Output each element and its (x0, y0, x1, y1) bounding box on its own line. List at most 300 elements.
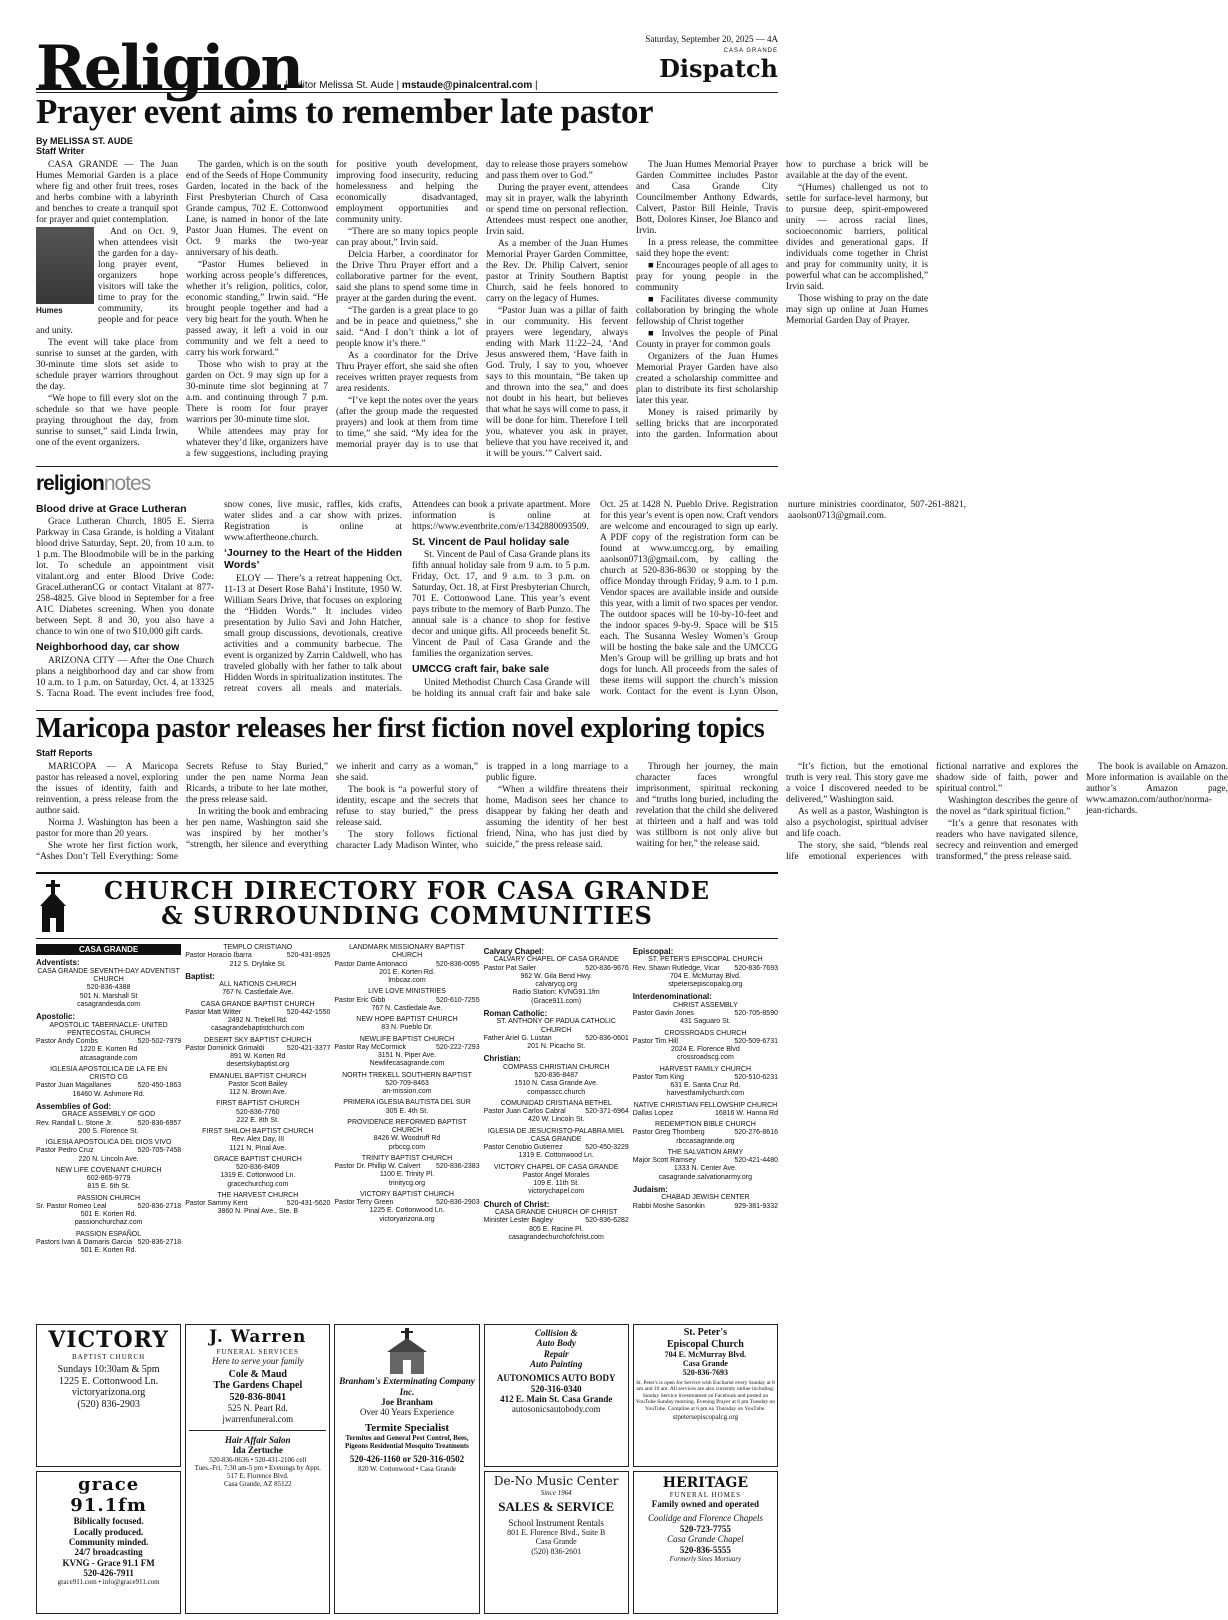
section-rule (36, 88, 286, 90)
termite-spec: Termite Specialist (364, 1421, 450, 1434)
pastor-name: Rev. Shawn Rutledge, Vicar (632, 964, 720, 972)
church-detail: casagrandesda.com (77, 1000, 141, 1008)
pastor-name: Pastor Juan Carlos Cabral (483, 1108, 566, 1116)
salon-hours: Tues.-Fri. 7:30 am-5 pm • Evenings by Appt. (194, 1463, 321, 1472)
stpeter-l1: St. Peter's (683, 1327, 728, 1338)
pastor-name: Pastor Juan Magallanes (36, 1082, 112, 1090)
church-name: ST. ANTHONY OF PADUA CATHOLIC CHURCH (496, 1018, 616, 1034)
lead-paragraph: CASA GRANDE — The Juan Humes Memorial Garden is a place where fig and other fruit trees, roses and herbs combine with a labyrinth and benches to create a tranquil spot for prayer and quiet contemplation. (36, 160, 178, 225)
church-detail: 2024 E. Florence Blvd (670, 1046, 740, 1054)
lead-paragraph: “Pastor Humes believed in working across people’s differences, whether it’s religion, politics, color, economic standing,” Irwin said. “He brought people together and had a very big heart for the youth. When he passed away, it left a void in our community and we felt a need to carry his work forward.” (186, 260, 328, 358)
directory-entry (36, 1139, 181, 1164)
church-detail: victoryarizona.org (379, 1215, 435, 1223)
directory-entry (484, 1128, 629, 1161)
pastor-row (484, 1108, 629, 1116)
pastor-name: Pastor Eric Gibb (334, 996, 386, 1004)
music-name: De-No Music Center (493, 1474, 619, 1488)
second-body (36, 762, 1228, 866)
pastor-phone: 520-836-7693 (734, 964, 778, 972)
pastor-phone: 520-502-7979 (137, 1038, 182, 1046)
music-l3: Casa Grande (535, 1537, 577, 1547)
pastor-row (633, 1038, 778, 1046)
humes-photo (36, 227, 94, 315)
church-detail: gracechurchcg.com (227, 1180, 289, 1188)
pastor-row (633, 1129, 778, 1137)
auto-web: autosonicsautobody.com (511, 1404, 601, 1415)
directory-entry (484, 1209, 629, 1242)
directory-entry (185, 1100, 330, 1125)
termite-addr: 820 W. Cottonwood • Casa Grande (357, 1464, 457, 1473)
church-detail: harvestfamilychurch.com (666, 1090, 745, 1098)
directory-entry (633, 1066, 778, 1099)
flag-small: CASA GRANDE (723, 48, 778, 54)
pastor-row (633, 965, 778, 973)
lead-byline (36, 136, 133, 157)
heritage-sub: FUNERAL HOMES (669, 1491, 742, 1500)
church-detail: 602-865-9779 (86, 1175, 131, 1182)
church-detail: crossroadscg.com (676, 1054, 734, 1062)
termite-owner: Joe Branham (381, 1397, 433, 1408)
ads-grid (36, 1324, 778, 1614)
lead-paragraph: “Pastor Juan was a pillar of faith in our community. His fervent prayers were legendary, always ending with Mark 11:22–24, ‘And Jesus answered them, ‘Have faith in God. Truly, I say to you, whoever says to this mountain, “Be taken up and thrown into the sea,” and does not doubt in his heart, but believes that what he says will come to pass, it will be done for him. Therefore I tell you, whatever you ask in prayer, believe that you have received it, and it will be yours.’” Calvert said. (486, 306, 628, 459)
pastor-phone: 520-836-0601 (585, 1034, 629, 1042)
pastor-phone: 520-836-6957 (137, 1119, 182, 1127)
pastor-name: Father Ariel G. Lustan (483, 1034, 552, 1042)
church-name: CHRIST ASSEMBLY (673, 1001, 738, 1009)
issue-date: Saturday, September 20, 2025 — 4A (645, 34, 778, 44)
church-name: PROVIDENCE REFORMED BAPTIST CHURCH (347, 1118, 467, 1134)
church-name: FIRST BAPTIST CHURCH (216, 1100, 300, 1108)
church-name: NEW HOPE BAPTIST CHURCH (356, 1016, 458, 1023)
music-l4: (520) 836-2601 (531, 1546, 582, 1556)
heritage-l5: Formerly Sines Mortuary (669, 1554, 742, 1563)
church-name: VICTORY BAPTIST CHURCH (359, 1190, 454, 1198)
lead-paragraph: As a coordinator for the Drive Thru Prayer effort, she said she often receives written prayer requests from area residents. (336, 351, 478, 394)
church-name: CROSSROADS CHURCH (664, 1029, 747, 1037)
pastor-phone: 520-705-7458 (137, 1147, 182, 1155)
lead-paragraph: The garden, which is on the south end of the Seeds of Hope Community Garden, located in the back of the First Presbyterian Church of Casa Grande campus, 702 E. Cottonwood Lane, is named in honor of the late Pastor Juan Humes. The event on Oct. 9 marks the two-year anniversary of his death. (186, 160, 328, 258)
church-detail: 767 N. Castledale Ave. (371, 1004, 443, 1012)
church-detail: prbccg.com (388, 1143, 426, 1151)
pastor-name: Pastor Dr. Phillip W. Calvert (334, 1163, 421, 1170)
church-name: IGLESIA APOSTOLICA DE LA FE EN CRISTO CG (50, 1065, 168, 1082)
editor-sep: | (535, 80, 538, 91)
church-detail: 200 S. Florence St. (78, 1127, 139, 1135)
directory-category: Baptist: (185, 971, 215, 981)
lead-paragraph: “(Humes) challenged us not to settle for surface-level harmony, but to pursue deep, spirit-empowered unity — across racial lines, socioeconomic barriers, political divides and generational gaps. If individuals come together in Christ and pray for community unity, it is powerful what can be accomplished,” Irvin said. (786, 183, 928, 292)
church-name: HARVEST FAMILY CHURCH (659, 1065, 752, 1073)
salon-owner: Ida Zertuche (232, 1445, 283, 1456)
stpeter-l5: 520-836-7693 (682, 1368, 729, 1378)
music-since: Since 1964 (540, 1488, 572, 1497)
church-detail: 501 N. Marshall St (79, 992, 138, 1000)
church-detail: trinitycg.org (388, 1179, 426, 1187)
church-name: TRINITY BAPTIST CHURCH (361, 1154, 453, 1162)
pastor-phone: 520-510-6231 (734, 1073, 778, 1081)
directory-rule (36, 872, 778, 874)
lead-paragraph: During the prayer event, attendees may sit in prayer, walk the labyrinth or spend time on personal reflection. Attendees must respect one another, Irvin said. (486, 183, 628, 237)
directory-category: Interdenominational: (632, 992, 712, 1002)
church-detail: 962 W. Gila Bend Hwy. (520, 972, 592, 980)
second-paragraph: Through her journey, the main character faces wrongful imprisonment, spiritual reckoning and “truths long buried, including the revelation that the child she delivered at thirteen and a half and was told was stillborn is not only alive but waiting for her,” the release said. (636, 762, 778, 849)
directory-title (36, 876, 778, 931)
auto-l3: Repair (543, 1348, 569, 1359)
church-detail: compasscc.church (527, 1088, 586, 1096)
church-detail: 1319 E. Cottonwood Ln. (518, 1152, 594, 1160)
notes-rule (36, 466, 778, 467)
church-detail: 220 N. Lincoln Ave. (78, 1155, 139, 1163)
church-detail: atcasagrande.com (79, 1054, 138, 1062)
second-paragraph: Norma J. Washington has been a pastor for more than 20 years. (36, 818, 178, 839)
church-detail: 83 N. Pueblo Dr. (381, 1024, 433, 1032)
church-name: LIVE LOVE MINISTRIES (368, 988, 446, 996)
directory-category: Church of Christ: (483, 1199, 550, 1209)
pastor-row (334, 1163, 479, 1171)
pastor-phone: 520-431-5620 (286, 1200, 331, 1208)
church-detail: an-mission.com (382, 1088, 432, 1095)
auto-l2: Auto Body (536, 1338, 576, 1349)
second-paragraph: As well as a pastor, Washington is also a psychologist, spiritual adviser and life coach. (786, 807, 928, 839)
pastor-phone: 520-421-3377 (286, 1044, 331, 1052)
lead-paragraph: Those who wish to pray at the garden on Oct. 9 may sign up for a 30-minute time slot beginning at 7 a.m. and continuing through 7 p.m. There is room for four prayer warriors per 30-minute time slot. (186, 360, 328, 425)
church-detail: 704 E. McMurray Blvd. (669, 972, 741, 980)
directory-entry (484, 956, 629, 1006)
music-l1: School Instrument Rentals (508, 1517, 604, 1528)
pastor-phone: 520-836-2383 (436, 1163, 480, 1170)
directory-entry (36, 1066, 181, 1099)
church-detail: victorychapel.com (528, 1188, 585, 1196)
dispatch-flag (659, 48, 778, 83)
lead-paragraph: Delcia Harber, a coordinator for the Drive Thru Prayer effort and a collaborative partner for the event, said she plans to spend some time in prayer at the garden during the event. (336, 250, 478, 304)
directory-category: Calvary Chapel: (483, 947, 545, 956)
lead-paragraph: As a member of the Juan Humes Memorial Prayer Garden Committee, the Rev. Dr. Philip Calvert, senior pastor at Trinity Southern Baptist Church, said he feels honored to carry on the legacy of Humes. (486, 239, 628, 304)
church-name: LANDMARK MISSIONARY BAPTIST CHURCH (349, 944, 465, 960)
termite-name: Branham's Exterminating Company Inc. (339, 1376, 475, 1397)
ad-victory[interactable] (36, 1324, 181, 1467)
church-name: FIRST SHILOH BAPTIST CHURCH (202, 1128, 314, 1136)
lead-paragraph: ■ Involves the people of Pinal County in prayer for common goals (636, 329, 778, 350)
auto-phone: 520-316-0340 (530, 1383, 582, 1394)
church-detail: calvarycg.org (535, 981, 578, 989)
pastor-name: Pastor Tim Hill (632, 1037, 678, 1045)
salon-name: Hair Affair Salon (225, 1435, 291, 1446)
directory-column (484, 944, 629, 1258)
pastor-phone: 16816 W. Hanna Rd (714, 1109, 778, 1117)
pastor-row (484, 1217, 629, 1225)
church-name: CASA GRANDE BAPTIST CHURCH (200, 1000, 315, 1008)
church-detail: (Grace911.com) (531, 997, 582, 1005)
pastor-row (633, 1203, 778, 1211)
pastor-name: Pastor Dante Antonacci (334, 960, 408, 968)
church-name: COMUNIDAD CRISTIANA BETHEL (500, 1099, 612, 1107)
heritage-l1: Coolidge and Florence Chapels (647, 1513, 763, 1524)
directory-entry (334, 1119, 479, 1152)
pastor-row (185, 1009, 330, 1017)
church-detail: 222 E. 8th St. (236, 1116, 279, 1124)
pastor-name: Rev. Randall L. Stone Jr. (36, 1119, 113, 1127)
church-detail: 520-709-8463 (385, 1079, 429, 1087)
pastor-name: Rabbi Moshe Sasonkin (632, 1202, 705, 1210)
second-paragraph: She wrote her first fiction work, “Ashes Don’t Tell Everything: Some Secrets Refuse to Stay Buried,” under the pen name Norma Jean Ricards, a tribute to her late mother, the press release said. (36, 762, 328, 862)
stpeter-l2: Episcopal Church (666, 1338, 744, 1350)
ad-grace[interactable] (36, 1471, 181, 1614)
directory-entry (185, 944, 330, 969)
notes-body (36, 500, 966, 705)
second-paragraph: “When a wildfire threatens their home, Madison sees her chance to disappear by faking her death and assuming the identity of her best friend, Nina, who has just died by suicide,” the press release said. (486, 785, 628, 850)
ad-termite[interactable] (334, 1324, 479, 1614)
church-detail: 16460 W. Ashmore Rd. (72, 1090, 145, 1098)
termite-phone: 520-426-1160 or 520-316-0502 (349, 1454, 465, 1465)
church-name: NATIVE CHRISTIAN FELLOWSHIP CHURCH (633, 1101, 778, 1109)
directory-entry (633, 1002, 778, 1027)
directory-entry (334, 1191, 479, 1224)
note-body: St. Vincent de Paul of Casa Grande plans its fifth annual holiday sale from 9 a.m. to 5 p.m. Friday, Oct. 17, and 9 a.m. to 3 p.m. on Saturday, Oct. 18, at First Presbyterian Church, 701 E. Cottonwood Lane. This year’s event pays tribute to the memory of Barb Punzo. The annual sale is a chance to shop for festive decor and unique gifts. All proceeds benefit St. Vincent de Paul of Casa Grande and the families the organization serves. (412, 550, 590, 660)
lead-paragraph: Money is raised primarily by selling bricks that are incorporated into the garden. Information about how to purchase a brick will be available at the day of the event. (636, 160, 928, 440)
directory-title-2: & SURROUNDING COMMUNITIES (161, 901, 653, 931)
lead-paragraph: The event will take place from sunrise to sunset at the garden, with 30-minute time slots set aside to schedule prayer warriors throughout the day. (36, 338, 178, 392)
note-body: ARIZONA CITY — After the One Church plans a neighborhood day and car show from 10 a.m. to 1 p.m. on Saturday, Oct. 4, at 13325 S. Tacna Road. The event includes free food, snow cones, live music, raffles, kids crafts, water slides and a car show with prizes. Registration is online at www.aftertheone.church. (36, 500, 402, 699)
church-name: COMPASS CHRISTIAN CHURCH (502, 1063, 610, 1071)
lead-paragraph: “The garden is a great place to go and be in peace and quietness,” she said. “And I don’t think a lot of people know it’s there.” (336, 306, 478, 349)
directory-entry (334, 944, 479, 985)
note-body: Grace Lutheran Church, 1805 E. Sierra Parkway in Casa Grande, is holding a Vitalant blood drive Saturday, Sept. 20, from 10 a.m. to 1 p.m. The Bloodmobile will be in the parking lot. To schedule an appointment visit vitalant.org and enter Blood Drive Code: GraceLutheranCG or contact Vitalant at 877-258-4825. Give blood in September for a free A1C Diabetes screening. When you donate between Sept. 8 and 30, you also have a chance to win one of two $10,000 gift cards. (36, 517, 214, 638)
directory-entry (36, 1167, 181, 1192)
directory-entry (185, 1037, 330, 1070)
warren-name: J. Warren (209, 1327, 307, 1347)
pastor-phone: 520-450-3229 (585, 1144, 629, 1152)
pastor-phone: 520-450-1863 (137, 1082, 182, 1090)
directory-column (36, 944, 181, 1258)
church-detail: Pastor Scott Bailey (228, 1080, 288, 1088)
victory-addr: 1225 E. Cottonwood Ln. (59, 1375, 159, 1387)
directory-entry (334, 1155, 479, 1188)
warren-web: jwarrenfuneral.com (222, 1413, 294, 1424)
lead-headline: Prayer event aims to remember late pastor (36, 92, 654, 131)
directory-category: Apostolic: (36, 1012, 76, 1022)
directory-entry (334, 988, 479, 1013)
directory-entry (484, 1100, 629, 1125)
church-detail: 520-836-7760 (235, 1108, 280, 1116)
church-detail: 8426 W. Woodruff Rd (373, 1135, 441, 1143)
victory-sub: BAPTIST CHURCH (71, 1353, 146, 1362)
pastor-name: Minister Lester Bagley (483, 1217, 553, 1225)
directory-entry (36, 1195, 181, 1228)
directory-column (334, 944, 479, 1258)
pastor-name: Pastor Cenobio Gutierrez (483, 1144, 563, 1152)
note-title: Blood drive at Grace Lutheran (36, 503, 187, 515)
pastor-row (633, 1157, 778, 1165)
directory-entry (633, 1030, 778, 1063)
church-name: CHABAD JEWISH CENTER (661, 1194, 750, 1202)
pastor-phone: 520-431-8925 (286, 952, 331, 960)
pastor-row (633, 1074, 778, 1082)
directory-entry (185, 981, 330, 998)
heritage-fam: Family owned and operated (651, 1499, 760, 1510)
auto-l4: Auto Painting (530, 1359, 583, 1370)
church-detail: casagrandebaptistchurch.com (211, 1025, 305, 1033)
directory-title-1: CHURCH DIRECTORY FOR CASA GRANDE (103, 876, 710, 905)
pastor-row (185, 952, 330, 960)
lead-paragraph: And on Oct. 9, when attendees visit the garden for a day-long prayer event, organizers hope visitors will take the time to pray for the community, its people and for peace and unity. (36, 227, 178, 336)
lead-paragraph: “There are so many topics people can pray about,” Irvin said. (336, 227, 478, 248)
church-name: ALL NATIONS CHURCH (219, 981, 297, 989)
pastor-phone: 929-381-9332 (734, 1202, 778, 1210)
directory-entry (185, 1001, 330, 1034)
lead-paragraph: In a press release, the committee said they hope the event: (636, 238, 778, 259)
church-name: CALVARY CHAPEL OF CASA GRANDE (493, 956, 619, 964)
directory-entry (484, 1018, 629, 1051)
church-name: PASSION CHURCH (77, 1194, 141, 1202)
church-detail: casagrande.salvationarmy.org (658, 1173, 753, 1181)
church-name: CASA GRANDE CHURCH OF CHRIST (494, 1209, 618, 1216)
pastor-name: Pastor Terry Green (334, 1199, 394, 1206)
lead-paragraph: “We hope to fill every slot on the schedule so that we have people praying throughout the day, from sunrise to sunset,” said Linda Irwin, one of the event organizers. (36, 394, 178, 448)
church-detail: Pastor Angel Morales (522, 1171, 590, 1179)
pastor-row (36, 1239, 181, 1247)
pastor-row (334, 1044, 479, 1052)
church-detail: 805 E. Racine Pl. (529, 1225, 584, 1233)
second-rule (36, 710, 778, 711)
directory-entry (185, 1156, 330, 1189)
pastor-phone: 520-421-4480 (734, 1157, 778, 1165)
termite-years: Over 40 Years Experience (360, 1407, 454, 1418)
stpeter-l4: Casa Grande (682, 1359, 728, 1369)
directory-entry (484, 1164, 629, 1197)
lead-paragraph: The Juan Humes Memorial Prayer Garden Committee includes Pastor and Casa Grande City Councilmember Anthony Edwards, Calvert, Pastor Bill Heinle, Travis Bott, Dolores Kinser, Joe Blanco and Irvin. (636, 160, 778, 236)
lead-body (36, 160, 928, 460)
directory-entry (633, 1102, 778, 1119)
directory-category: Episcopal: (632, 947, 674, 956)
church-detail: 420 W. Lincoln St. (527, 1116, 585, 1124)
directory-entry (185, 1128, 330, 1153)
directory-box: CASA GRANDE (36, 944, 181, 955)
pastor-row (36, 1147, 181, 1155)
church-detail: 2492 N. Trekell Rd. (227, 1017, 288, 1025)
lead-paragraph: “I’ve kept the notes over the years (after the group made the requested prayers) and look at them from time to time,” she said. “My idea for the memorial prayer day is to use that day to release those prayers somehow and pass them over to God.” (336, 160, 628, 450)
warren-tag: Here to serve your family (211, 1355, 304, 1366)
warren-phone: 520-836-8041 (229, 1391, 287, 1403)
church-detail: passionchurchaz.com (74, 1219, 143, 1227)
pastor-name: Pastor Horacio Ibarra (185, 952, 252, 960)
pastor-row (484, 1144, 629, 1152)
pastor-phone: 520-836-0095 (436, 960, 480, 968)
church-detail: desertskybaptist.org (226, 1061, 290, 1069)
heritage-l4: 520-836-5555 (679, 1544, 731, 1555)
note-title: ‘Journey to the Heart of the Hidden Words’ (224, 547, 402, 572)
church-name: GRACE ASSEMBLY OF GOD (62, 1111, 156, 1119)
second-paragraph: In writing the book and embracing her pen name, Washington said she was inspired by her mother’s “strength, her silence and everything we inherit and carry as a woman,” she said. (186, 762, 478, 850)
ad-heritage[interactable] (633, 1471, 778, 1614)
directory-entry (633, 1194, 778, 1211)
pastor-row (633, 1010, 778, 1018)
ad-stpeter[interactable] (633, 1324, 778, 1467)
pastor-name: Dallas Lopez (632, 1109, 674, 1117)
grace-l4: 24/7 broadcasting (74, 1547, 143, 1558)
pastor-row (185, 1200, 330, 1208)
pastor-row (36, 1203, 181, 1211)
church-detail: 112 N. Brown Ave. (229, 1089, 287, 1097)
directory-entry (185, 1192, 330, 1217)
church-detail: 201 N. Picacho St. (527, 1043, 586, 1051)
grace-l7: grace911.com • info@grace911.com (57, 1578, 160, 1587)
pastor-phone: 520-836-6282 (585, 1217, 629, 1225)
pastor-name: Major Scott Ramsey (632, 1157, 696, 1165)
pastor-row (334, 997, 479, 1005)
lead-paragraph: Those wishing to pray on the date may sign up online at Juan Humes Memorial Garden Day of Prayer. (786, 294, 928, 326)
church-name: DESERT SKY BAPTIST CHURCH (204, 1036, 312, 1044)
directory-entry (36, 1231, 181, 1256)
pastor-phone: 520-509-6731 (734, 1037, 778, 1045)
byline-role: Staff Writer (36, 146, 85, 157)
note-body: United Methodist Church Casa Grande will be holding its annual craft fair and bake sale Oct. 25 at 1428 N. Pueblo Drive. Registration for this year’s event is open now. Craft vendors are welcome and encouraged to sign up early. A PDF copy of the registration form can be found at www.umccg.org, by emailing aaolson0713@gmail.com, by calling the church at 520-836-8630 or stopping by the office Monday through Friday, 9 a.m. to 1 p.m. Vendor spaces are available inside and outside this year, with a limit of two spaces per vendor. The outdoor spaces will be 10-by-10-feet and the indoor spaces 9-by-9. Space will be $15 each. The Susanna Wesley Women’s Group will be hosting the bake sale and the UMCCG Men’s Group will be grilling up brats and hot dogs for lunch. All proceeds from the sales of these items will support the church’s mission work. Contact for the event is Lynn Olson, nurture ministries coordinator, 507-261-8821, aaolson0713@gmail.com. (412, 500, 966, 699)
directory-entry (334, 1099, 479, 1116)
heritage-name: HERITAGE (662, 1475, 748, 1491)
church-name: IGLESIA APOSTOLICA DEL DIOS VIVO (45, 1139, 172, 1146)
notes-label-b: notes (103, 472, 151, 495)
warren-sub: FUNERAL SERVICES (216, 1347, 299, 1356)
heritage-l2: 520-723-7755 (679, 1523, 731, 1534)
salon-phone: 520-836-0636 • 520-431-2106 cell (209, 1455, 307, 1464)
second-paragraph: The story follows fictional character Lady Madison Winter, who is trapped in a long marriage to a public figure. (336, 762, 628, 851)
ad-music[interactable] (484, 1471, 629, 1614)
stpeter-l3: 704 E. McMurray Blvd. (664, 1350, 747, 1359)
pastor-phone: 520-610-7255 (436, 996, 480, 1004)
church-detail: 3151 N. Piper Ave. (377, 1052, 437, 1059)
grace-name: grace 91.1fm (70, 1474, 147, 1516)
warren-chapel2: The Gardens Chapel (213, 1380, 303, 1392)
church-detail: 1319 E. Cottonwood Ln. (220, 1172, 296, 1180)
chapel-icon (372, 1328, 442, 1374)
auto-name: AUTONOMICS AUTO BODY (496, 1373, 616, 1384)
church-detail: rbccasagrande.org (676, 1137, 735, 1145)
note-title: St. Vincent de Paul holiday sale (412, 536, 570, 548)
pastor-phone: 520-836-2903 (436, 1199, 480, 1206)
pastor-phone: 520-705-8590 (734, 1010, 778, 1018)
note-body: ELOY — There’s a retreat happening Oct. 11-13 at Desert Rose Bahá’í Institute, 1950 W. William Sears Drive, that focuses on exploring the “Hidden Words.” It includes video presentation by Julio Savi and John Hatcher, small group discussions, devotionals, creative activities and a community barbecue. The event is organized by Zarrin Caldwell, who has traveled globally with her father to talk about Hidden Words in spiritualization institutes. The retreat covers all meals and materials. Attendees can book a private apartment. More information is online at https://www.eventbrite.com/e/1342880093509. (224, 500, 590, 694)
church-name: GRACE BAPTIST CHURCH (213, 1155, 302, 1163)
church-detail: casagrandechurchofchrist.com (508, 1233, 604, 1241)
church-detail: 201 E. Korten Rd. (379, 968, 435, 976)
directory-category: Roman Catholic: (483, 1008, 548, 1018)
pastor-row (185, 1045, 330, 1053)
pastor-row (334, 1199, 479, 1207)
pastor-name: Sr. Pastor Romeo Leal (36, 1202, 107, 1210)
directory-entry (185, 1073, 330, 1098)
byline-author: By MELISSA ST. AUDE (36, 136, 133, 146)
directory-entry (334, 1016, 479, 1033)
directory-category: Adventists: (36, 958, 80, 968)
photo-caption: Humes (36, 304, 94, 315)
church-name: NORTH TREKELL SOUTHERN BAPTIST (342, 1071, 472, 1079)
ad-auto[interactable] (484, 1324, 629, 1467)
church-name: PASSION ESPAÑOL (76, 1230, 142, 1238)
heritage-l3: Casa Grande Chapel (667, 1534, 744, 1545)
flag-name: Dispatch (659, 54, 778, 83)
pastor-phone: 520-442-1550 (286, 1008, 331, 1016)
music-l2: 801 E. Florence Blvd., Suite B (507, 1528, 606, 1538)
editor-name: | Editor Melissa St. Aude | (285, 80, 400, 91)
church-detail: stpetersepiscopalcg.org (668, 981, 743, 989)
church-detail: 1225 E. Cottonwood Ln. (369, 1207, 445, 1215)
editor-email[interactable]: mstaude@pinalcentral.com (401, 80, 533, 91)
auto-l1: Collision & (534, 1328, 578, 1338)
church-detail: 1121 N. Pinal Ave. (229, 1144, 287, 1152)
ad-warren[interactable] (185, 1324, 330, 1614)
church-detail: 212 S. Drylake St. (229, 960, 286, 968)
church-name: TEMPLO CRISTIANO (223, 944, 293, 951)
directory-category: Assemblies of God: (36, 1101, 112, 1111)
lead-paragraph: Organizers of the Juan Humes Memorial Prayer Garden have also created a scholarship committee and plan to distribute its first scholarship later this year. (636, 352, 778, 406)
